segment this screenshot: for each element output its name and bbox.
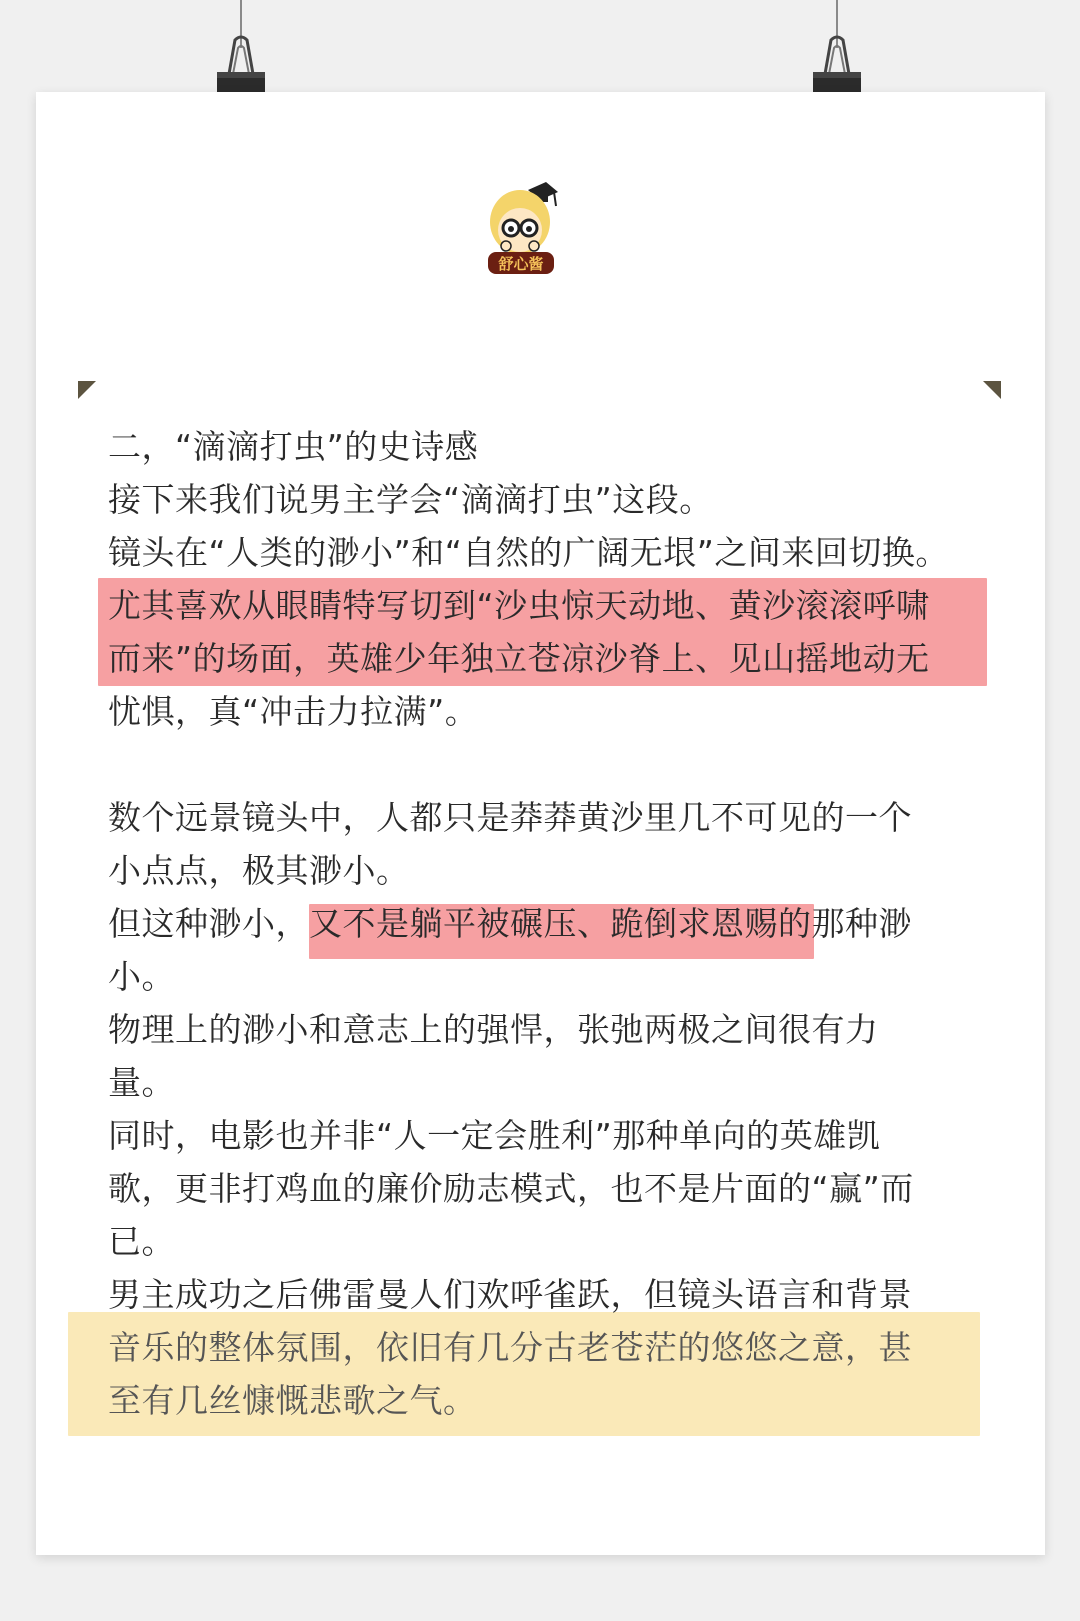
article-line-highlighted: 至有几丝慷慨悲歌之气。 — [108, 1381, 477, 1420]
article-line: 物理上的渺小和意志上的强悍，张弛两极之间很有力 — [108, 1010, 879, 1049]
blank-line — [108, 738, 988, 791]
article-line: 歌，更非打鸡血的廉价励志模式，也不是片面的“赢”而 — [108, 1169, 914, 1208]
article-line: 小。 — [108, 957, 175, 996]
article-line: 小点点，极其渺小。 — [108, 851, 410, 890]
corner-mark-left — [78, 381, 96, 399]
corner-mark-right — [983, 381, 1001, 399]
article-line: 同时，电影也并非“人一定会胜利”那种单向的英雄凯 — [108, 1116, 881, 1155]
article-line: 数个远景镜头中，人都只是莽莽黄沙里几不可见的一个 — [108, 798, 912, 837]
article-line-highlighted: 音乐的整体氛围，依旧有几分古老苍茫的悠悠之意，甚 — [108, 1328, 912, 1367]
article-line: 但这种渺小，又不是躺平被碾压、跪倒求恩赐的那种渺 — [108, 904, 912, 943]
mascot-avatar-icon — [484, 176, 564, 280]
article-line-highlighted: 而来”的场面，英雄少年独立苍凉沙脊上、见山摇地动无 — [108, 639, 930, 678]
article-body — [108, 420, 988, 1427]
section-heading: 二，“滴滴打虫”的史诗感 — [108, 427, 479, 466]
article-line: 忧惧，真“冲击力拉满”。 — [108, 692, 479, 731]
article-line: 接下来我们说男主学会“滴滴打虫”这段。 — [108, 480, 713, 519]
article-line: 已。 — [108, 1222, 175, 1261]
article-line-highlighted: 尤其喜欢从眼睛特写切到“沙虫惊天动地、黄沙滚滚呼啸 — [108, 586, 930, 625]
article-line: 镜头在“人类的渺小”和“自然的广阔无垠”之间来回切换。 — [108, 533, 949, 572]
article-line: 量。 — [108, 1063, 175, 1102]
article-line: 男主成功之后佛雷曼人们欢呼雀跃，但镜头语言和背景 — [108, 1275, 912, 1314]
mascot-badge-text: 舒心酱 — [498, 255, 544, 273]
